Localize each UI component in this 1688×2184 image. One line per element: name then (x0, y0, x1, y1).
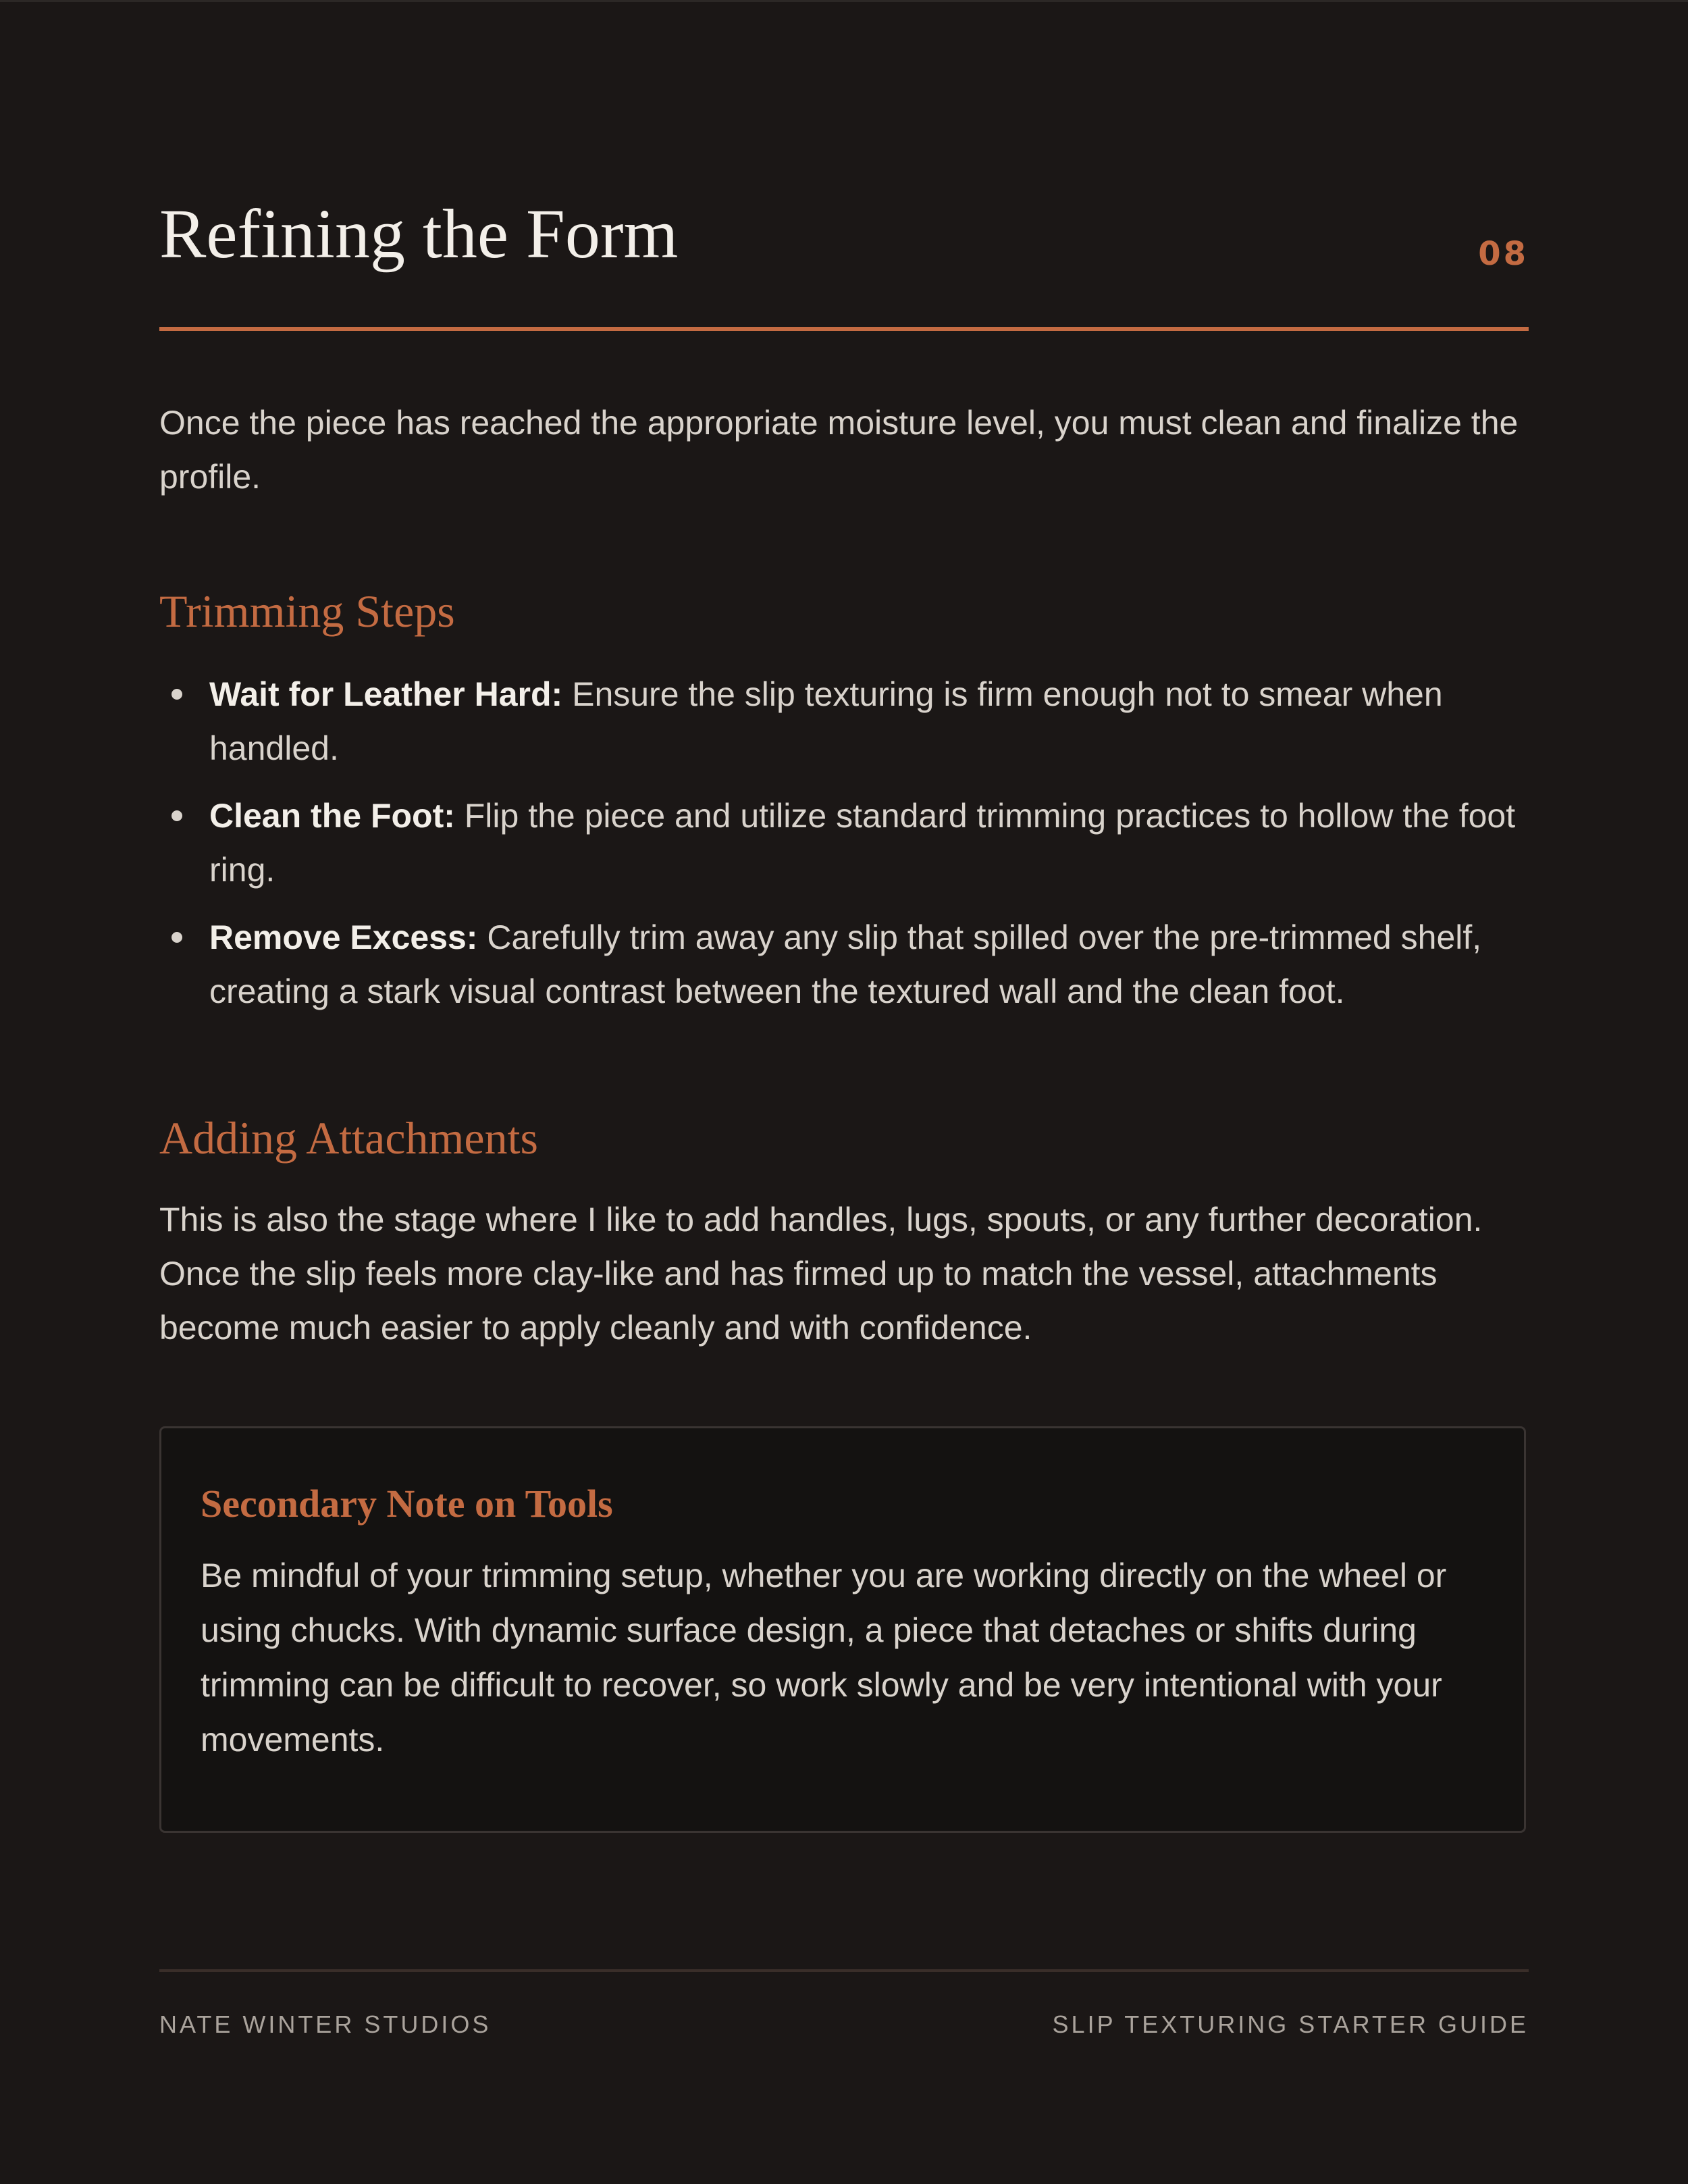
step-term: Wait for Leather Hard: (209, 675, 563, 713)
step-term: Remove Excess: (209, 918, 478, 956)
step-text: Flip the piece and utilize standard trimming practices to hollow the foot ring. (209, 797, 1516, 889)
intro-paragraph: Once the piece has reached the appropriate moisture level, you must clean and finalize the profile. (159, 404, 1519, 496)
list-item (159, 789, 1529, 897)
bullet-icon (172, 810, 182, 821)
bullet-icon (172, 689, 182, 700)
step-term: Clean the Foot: (209, 797, 455, 835)
page-number: 08 (1478, 235, 1529, 273)
step-text: Ensure the slip texturing is firm enough not to smear when handled. (209, 675, 1443, 767)
page-title: Refining the Form (159, 195, 679, 273)
tools-note-callout (159, 1426, 1526, 1833)
adding-attachments-heading: Adding Attachments (159, 1112, 538, 1164)
trimming-steps-heading: Trimming Steps (159, 586, 455, 637)
footer-divider (159, 1969, 1529, 1972)
list-item (159, 910, 1529, 1018)
bullet-icon (172, 932, 182, 943)
trimming-steps-list (159, 667, 1529, 1032)
list-item (159, 667, 1529, 775)
note-title: Secondary Note on Tools (201, 1482, 613, 1526)
top-edge-rule (0, 0, 1688, 2)
attachments-paragraph: This is also the stage where I like to add handles, lugs, spouts, or any further decoration. Once the slip feels more clay-like and has firmed up to match the vessel, attachments become much easier to apply cleanly and with confidence. (159, 1201, 1483, 1347)
step-text: Carefully trim away any slip that spilled over the pre-trimmed shelf, creating a stark visual contrast between the textured wall and the clean foot. (209, 918, 1482, 1010)
footer-studio-name: NATE WINTER STUDIOS (159, 2010, 492, 2038)
page-header (159, 190, 1529, 331)
footer-guide-title: SLIP TEXTURING STARTER GUIDE (1052, 2010, 1529, 2038)
note-body: Be mindful of your trimming setup, whether you are working directly on the wheel or using chucks. With dynamic surface design, a piece that detaches or shifts during trimming can be difficult to recover, so work slowly and be very intentional with your movements. (201, 1557, 1447, 1759)
